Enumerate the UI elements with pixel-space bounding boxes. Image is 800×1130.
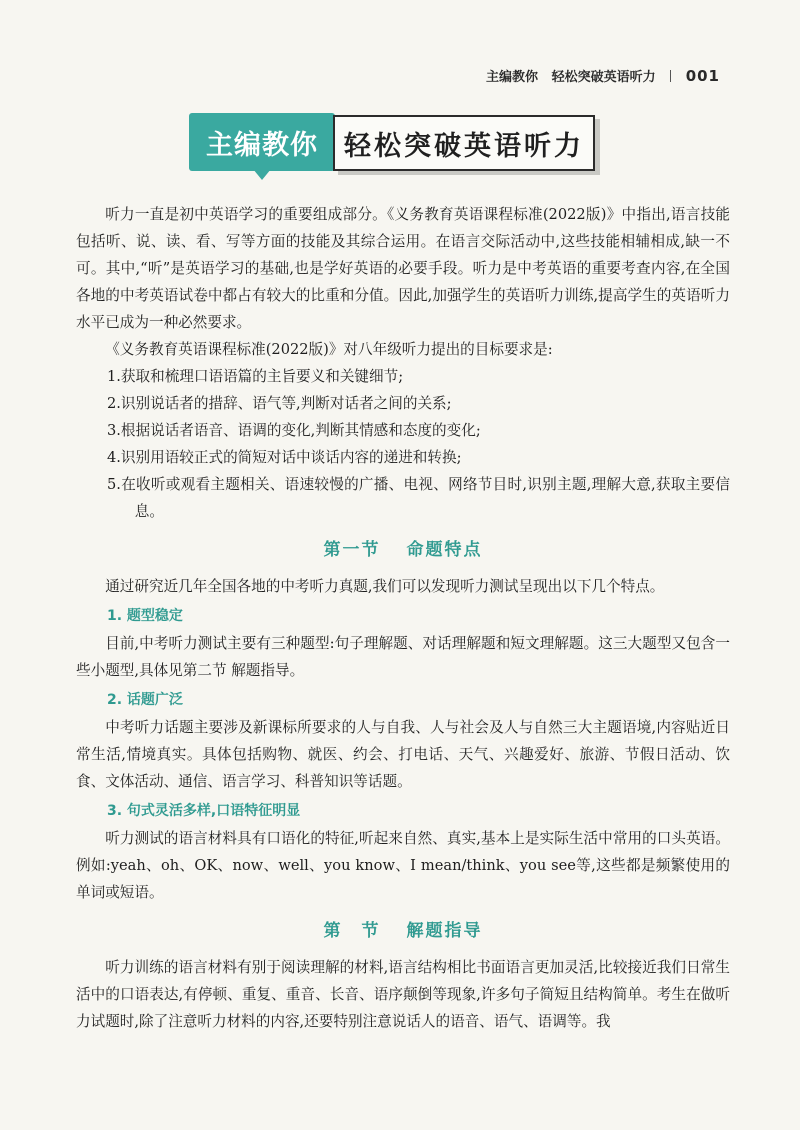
point-heading: 3. 句式灵活多样,口语特征明显 <box>107 803 301 819</box>
banner-label: 主编教你 <box>189 113 335 171</box>
point-text: 目前,中考听力测试主要有三种题型:句子理解题、对话理解题和短文理解题。这三大题型又包含一些小题型,具体见第二节 解题指导。 <box>76 635 730 679</box>
section-title-1 <box>76 537 730 563</box>
point-text: 听力测试的语言材料具有口语化的特征,听起来自然、真实,基本上是实际生活中常用的口头英语。例如:yeah、oh、OK、now、well、you know、I mean/think、you see等,这些都是频繁使用的单词或短语。 <box>76 830 730 901</box>
goal-item: 5.在收听或观看主题相关、语速较慢的广播、电视、网络节目时,识别主题,理解大意,获取主要信息。 <box>107 476 730 520</box>
goal-item: 2.识别说话者的措辞、语气等,判断对话者之间的关系; <box>107 395 452 412</box>
page-number: 001 <box>685 67 720 85</box>
goal-item: 3.根据说话者语音、语调的变化,判断其情感和态度的变化; <box>107 422 481 439</box>
section2-text: 听力训练的语言材料有别于阅读理解的材料,语言结构相比书面语言更加灵活,比较接近我们日常生活中的口语表达,有停顿、重复、重音、长音、语序颠倒等现象,许多句子简短且结构简单。考生在做听力试题时,除了注意听力材料的内容,还要特别注意说话人的语音、语气、语调等。我 <box>76 959 730 1030</box>
intro-paragraph: 听力一直是初中英语学习的重要组成部分。《义务教育英语课程标准(2022版)》中指出,语言技能包括听、说、读、看、写等方面的技能及其综合运用。在语言交际活动中,这些技能相辅相成,缺一不可。其中,“听”是英语学习的基础,也是学好英语的必要手段。听力是中考英语的重要考查内容,在全国各地的中考英语试卷中都占有较大的比重和分值。因此,加强学生的英语听力训练,提高学生的英语听力水平已成为一种必然要求。 <box>76 206 730 331</box>
page-content <box>76 201 730 1035</box>
section1-intro: 通过研究近几年全国各地的中考听力真题,我们可以发现听力测试呈现出以下几个特点。 <box>105 578 665 595</box>
banner-title: 轻松突破英语听力 <box>333 115 595 171</box>
section-name: 命题特点 <box>406 540 483 560</box>
header-section: 主编教你 <box>486 70 539 85</box>
standard-paragraph: 《义务教育英语课程标准(2022版)》对八年级听力提出的目标要求是: <box>105 341 553 358</box>
point-heading: 2. 话题广泛 <box>107 692 183 708</box>
running-header <box>486 66 720 85</box>
goal-item: 1.获取和梳理口语语篇的主旨要义和关键细节; <box>107 368 404 385</box>
section-number: 第一节 <box>323 540 381 560</box>
header-title: 轻松突破英语听力 <box>551 70 656 85</box>
point-heading: 1. 题型稳定 <box>107 608 183 624</box>
section-number: 第 节 <box>323 921 381 941</box>
point-text: 中考听力话题主要涉及新课标所要求的人与自我、人与社会及人与自然三大主题语境,内容贴近日常生活,情境真实。具体包括购物、就医、约会、打电话、天气、兴趣爱好、旅游、节假日活动、饮食、文体活动、通信、语言学习、科普知识等话题。 <box>76 719 730 790</box>
section-title-2 <box>76 918 730 944</box>
section-name: 解题指导 <box>406 921 483 941</box>
banner-notch <box>253 169 271 180</box>
goal-item: 4.识别用语较正式的简短对话中谈话内容的递进和转换; <box>107 449 462 466</box>
chapter-banner <box>183 107 603 181</box>
header-divider <box>670 70 671 82</box>
